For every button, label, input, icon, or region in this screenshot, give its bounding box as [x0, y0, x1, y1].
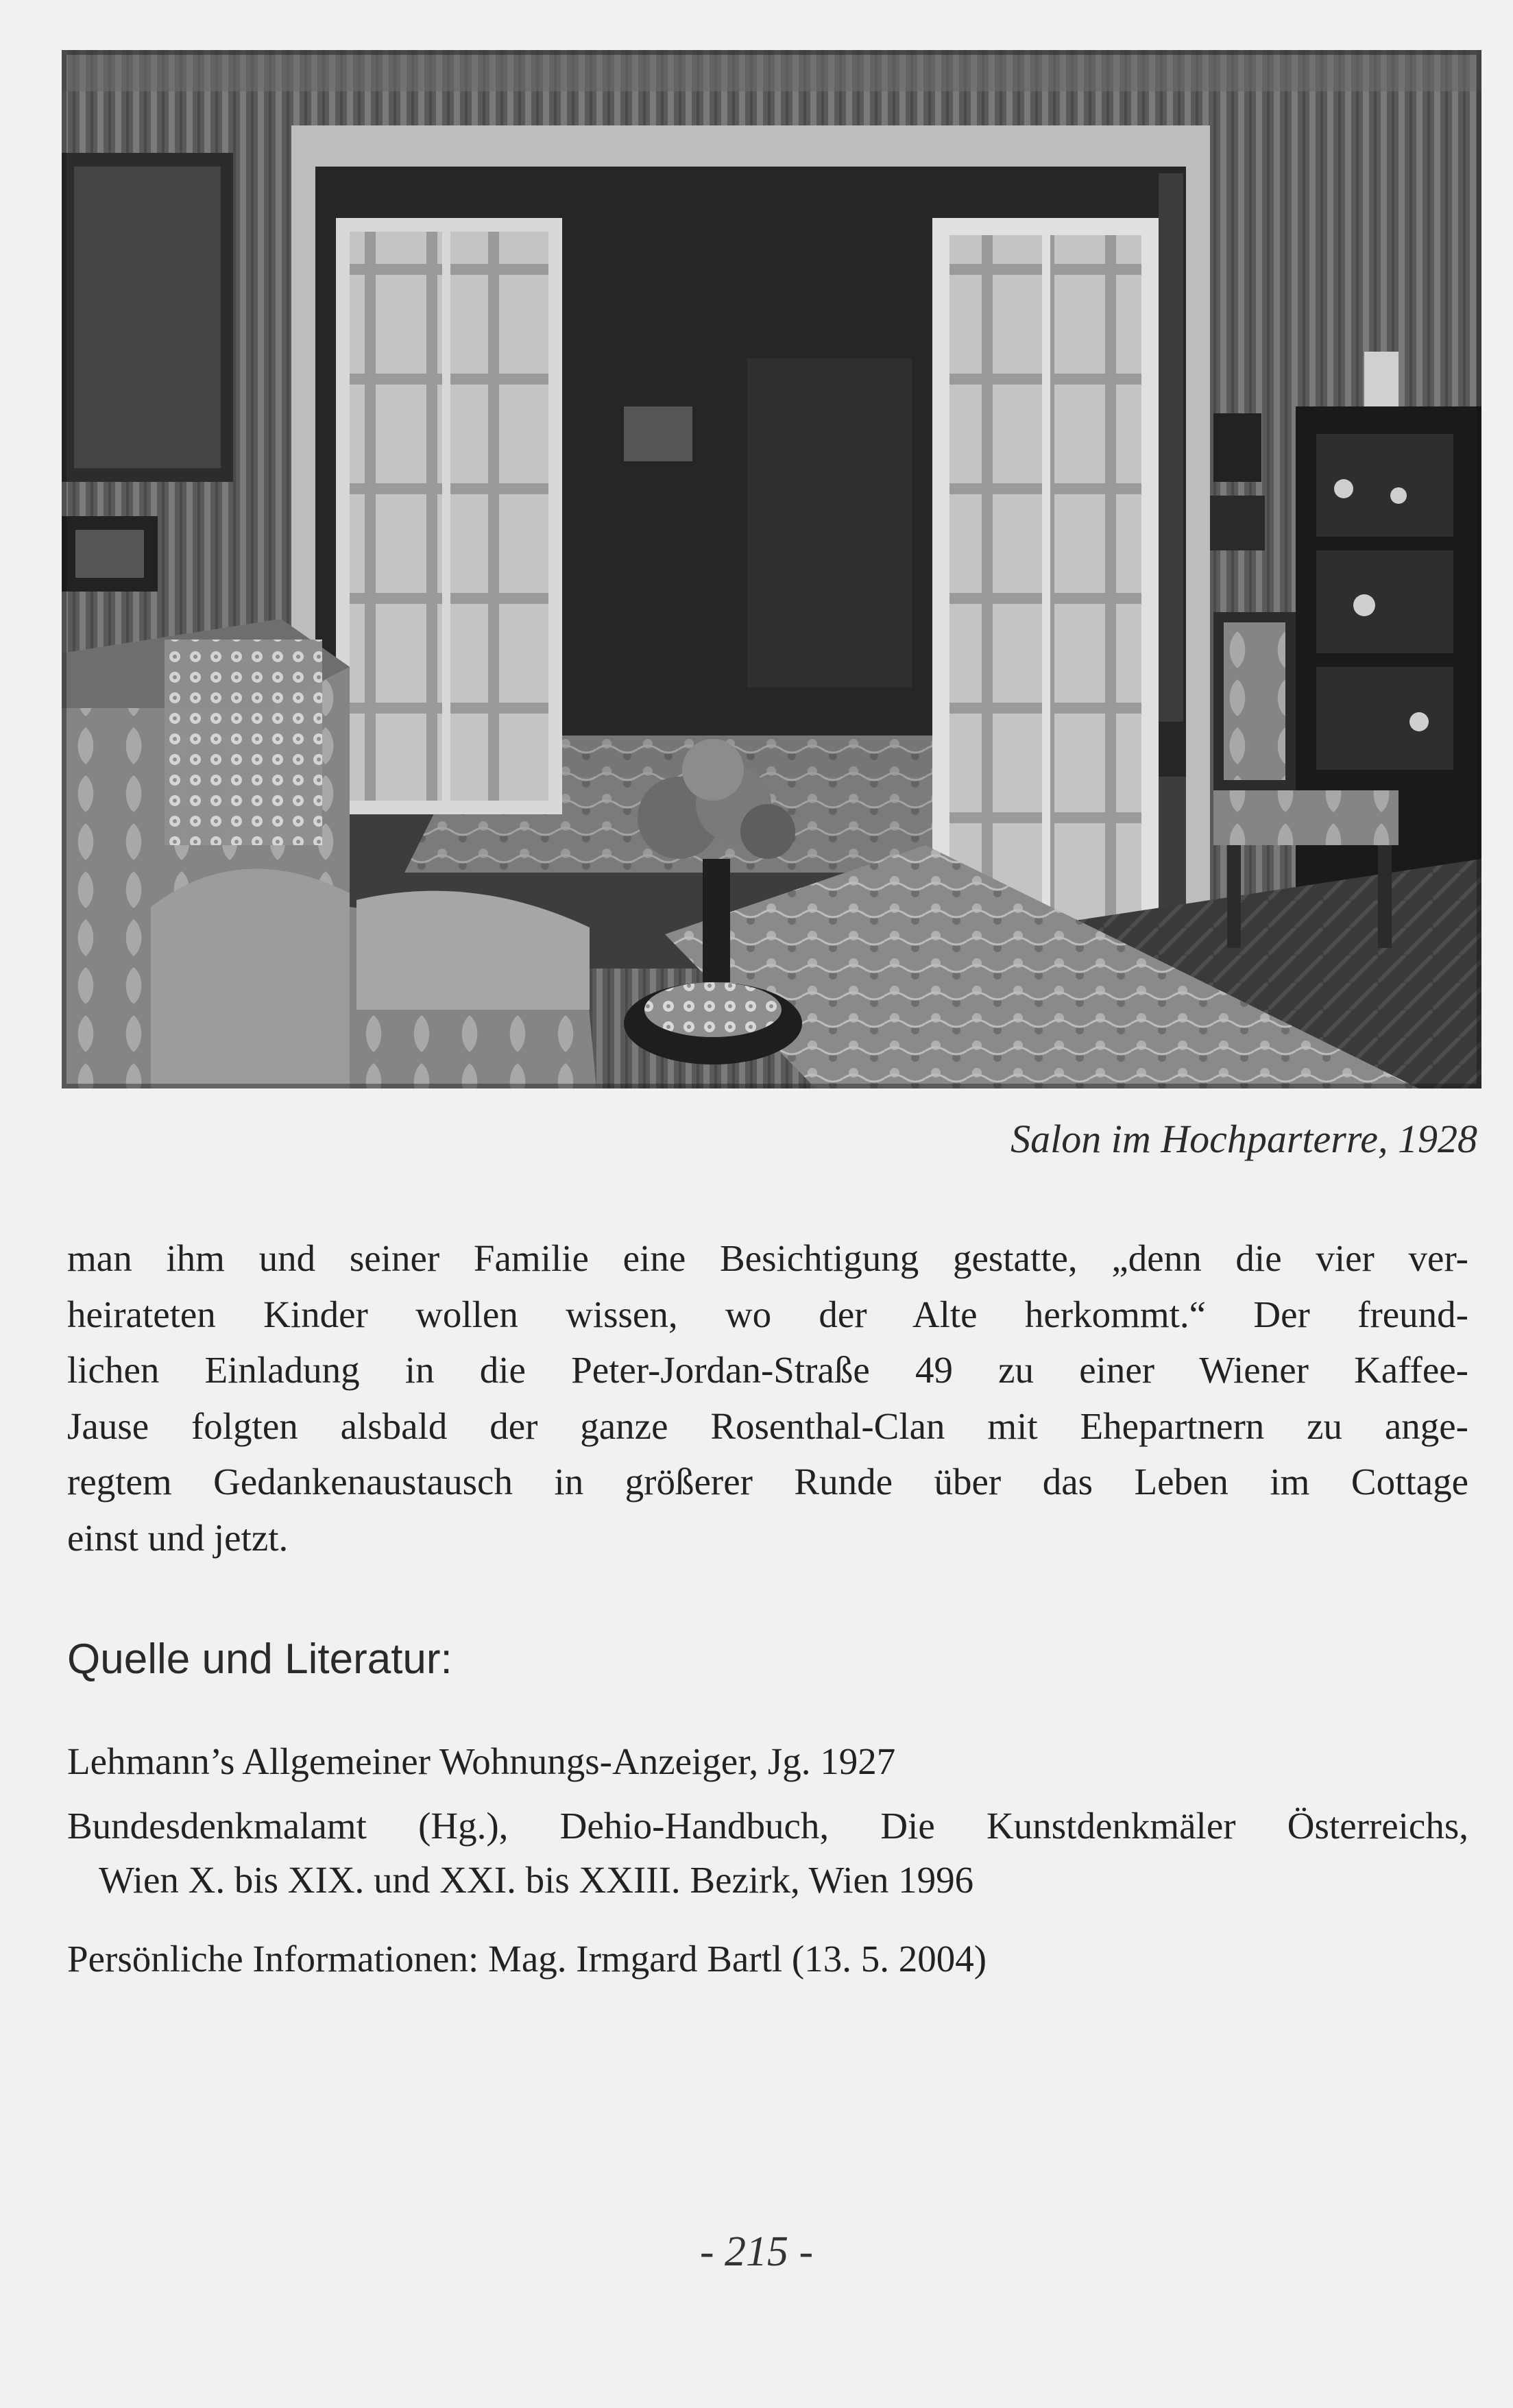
- source-line: Lehmann’s Allgemeiner Wohnungs-Anzeiger, Jg. 1927: [67, 1740, 896, 1782]
- source-entry: [67, 1734, 1468, 1788]
- body-line: Jause folgten alsbald der ganze Rosenthal-Clan mit Ehepartnern zu ange-: [67, 1404, 1468, 1447]
- body-line: regtem Gedankenaustausch in größerer Runde über das Leben im Cottage: [67, 1461, 1468, 1503]
- source-line: Persönliche Informationen: Mag. Irmgard Bartl (13. 5. 2004): [67, 1938, 987, 1980]
- page-number: - 215 -: [699, 2228, 814, 2275]
- body-line: einst und jetzt.: [67, 1516, 289, 1559]
- salon-photo-image: [62, 50, 1481, 1089]
- source-entry: [67, 1932, 1468, 1986]
- body-line: man ihm und seiner Familie eine Besichtigung gestatte, „denn die vier ver-: [67, 1237, 1468, 1279]
- source-line: Wien X. bis XIX. und XXI. bis XXIII. Bezirk, Wien 1996: [99, 1859, 974, 1901]
- source-line: Bundesdenkmalamt (Hg.), Dehio-Handbuch, Die Kunstdenkmäler Österreichs,: [67, 1805, 1468, 1847]
- body-line: lichen Einladung in die Peter-Jordan-Straße 49 zu einer Wiener Kaffee-: [67, 1349, 1468, 1391]
- sources-heading: Quelle und Literatur:: [67, 1635, 452, 1683]
- salon-photograph: [62, 50, 1481, 1089]
- body-paragraph: [67, 1230, 1468, 1566]
- photo-caption: Salon im Hochparterre, 1928: [1010, 1117, 1477, 1161]
- source-entry: [67, 1799, 1468, 1907]
- body-line: heirateten Kinder wollen wissen, wo der Alte herkommt.“ Der freund-: [67, 1293, 1468, 1335]
